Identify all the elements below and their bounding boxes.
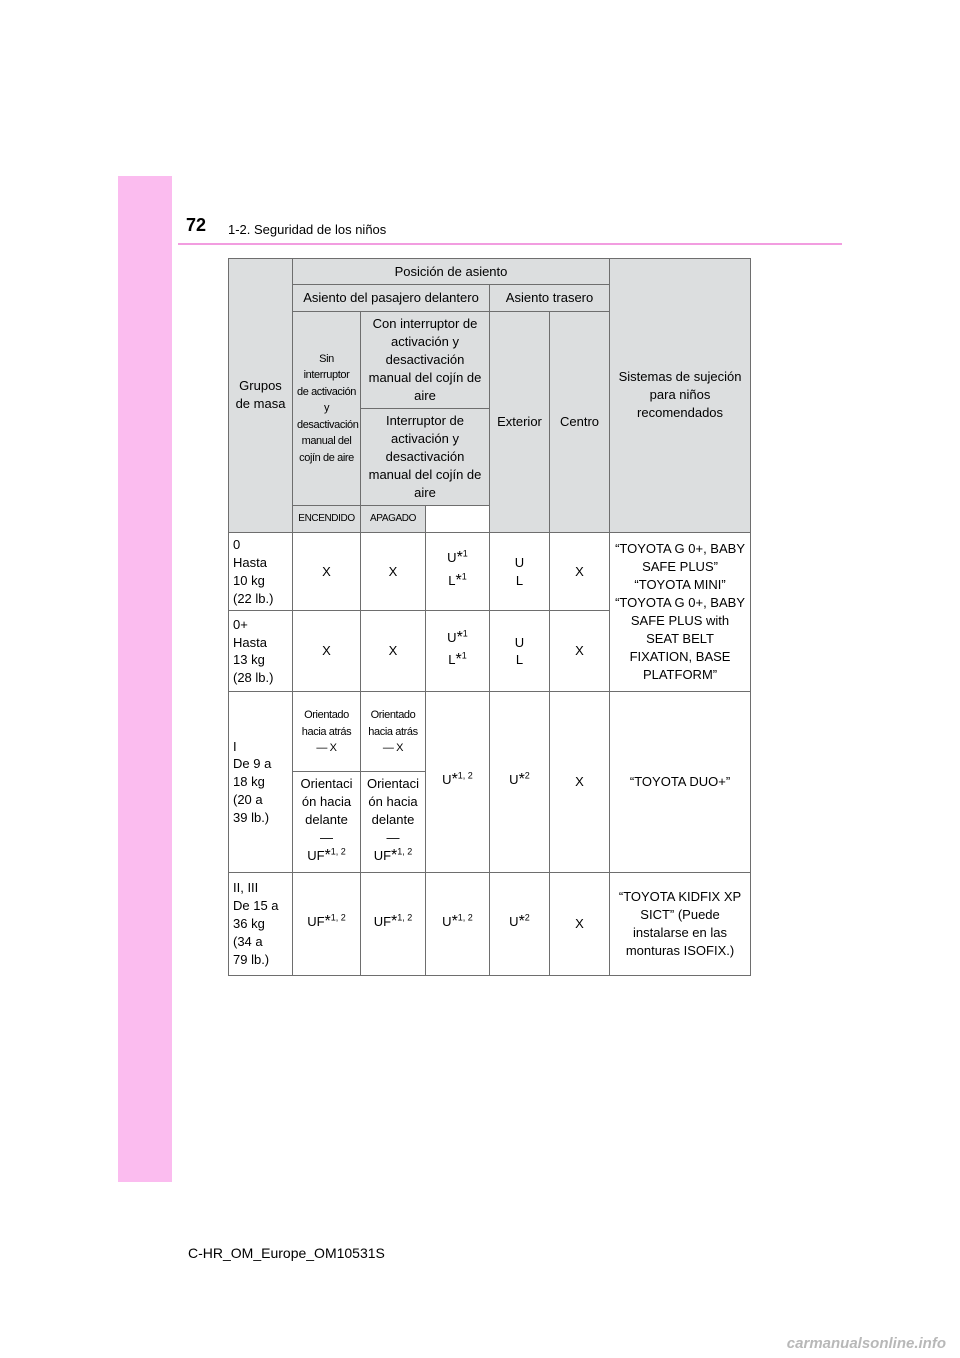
header-divider (178, 243, 842, 245)
g2-apagado: U*$^{1, 2}$ (426, 873, 490, 976)
g2-exterior-val: U (509, 914, 519, 930)
g0plus-exterior: U L (490, 611, 550, 692)
g2-centro: X (550, 873, 610, 976)
section-title: 1-2. Seguridad de los niños (228, 222, 387, 237)
page-number: 72 (186, 215, 207, 235)
header-posicion: Posición de asiento (293, 259, 610, 285)
g1-apagado-sup: 1, 2 (457, 770, 473, 781)
g0-apagado-l-sup: 1 (461, 571, 467, 582)
header-con-interruptor: Con interruptor de activación y desactivación manual del cojín de aire (361, 312, 490, 409)
g1-enc-front-sup: 1, 2 (397, 846, 413, 857)
g1-systems: “TOYOTA DUO+” (610, 692, 751, 873)
g2-apagado-sup: 1, 2 (457, 912, 473, 923)
g0-apagado-u-sup: 1 (462, 549, 468, 560)
g1-enc-front-text: Orientaci ón hacia delante — (366, 776, 420, 846)
g0-exterior: U L (490, 532, 550, 611)
g1-apagado-val: U (442, 772, 452, 788)
g1-sin-front-sup: 1, 2 (330, 846, 346, 857)
g1-apagado: U*$^{1, 2}$ (426, 692, 490, 873)
g2-encendido: UF*$^{1, 2}$ (361, 873, 426, 976)
g0plus-apagado-l: L (448, 652, 456, 668)
g2-sin-sup: 1, 2 (330, 912, 346, 923)
g1-enc-front-val: UF (373, 848, 392, 864)
g0-sin: X (293, 532, 361, 611)
header-encendido: ENCENDIDO (293, 505, 361, 532)
header-interruptor: Interruptor de activación y desactivación manual del cojín de aire (361, 408, 490, 505)
g1-sin-rear: Orientado hacia atrás — X (293, 692, 361, 772)
g0plus-encendido: X (361, 611, 426, 692)
g1-sin-front-text: Orientaci ón hacia delante — (300, 776, 353, 846)
header-centro: Centro (550, 312, 610, 533)
header-sin-interruptor: Sin interruptor de activación y desactivación manual del cojín de aire (293, 312, 361, 506)
header-exterior: Exterior (490, 312, 550, 533)
g2-sin: UF*$^{1, 2}$ (293, 873, 361, 976)
g0plus-apagado-u: U (447, 630, 457, 646)
g0-centro: X (550, 532, 610, 611)
g1-centro: X (550, 692, 610, 873)
g1-sin-front-val: UF (307, 848, 325, 864)
g1-sin-front: Orientaci ón hacia delante — UF*$^{1, 2}$ (293, 772, 361, 873)
g0plus-apagado-l-sup: 1 (461, 651, 467, 662)
g0-systems: “TOYOTA G 0+, BABY SAFE PLUS” “TOYOTA MINI” “TOYOTA G 0+, BABY SAFE PLUS with SEAT BELT FIXATION, BASE PLATFORM” (610, 532, 751, 692)
g0-apagado-l: L (448, 572, 456, 588)
g2-systems: “TOYOTA KIDFIX XP SICT” (Puede instalarse en las monturas ISOFIX.) (610, 873, 751, 976)
g0-apagado: U*$^1$ L*$^1$ (426, 532, 490, 611)
footer-doc-code: C-HR_OM_Europe_OM10531S (188, 1245, 385, 1261)
header-apagado: APAGADO (361, 505, 426, 532)
g2-sin-val: UF (307, 914, 325, 930)
group-1-label: I De 9 a 18 kg (20 a 39 lb.) (229, 692, 293, 873)
g0plus-sin: X (293, 611, 361, 692)
g2-encendido-val: UF (373, 914, 392, 930)
g2-exterior-sup: 2 (524, 912, 530, 923)
g0plus-apagado: U*$^1$ L*$^1$ (426, 611, 490, 692)
g0plus-centro: X (550, 611, 610, 692)
g1-exterior-sup: 2 (524, 770, 530, 781)
g2-apagado-val: U (442, 914, 452, 930)
header-delantero: Asiento del pasajero delantero (293, 285, 490, 312)
g0-encendido: X (361, 532, 426, 611)
g1-enc-front: Orientaci ón hacia delante — UF*$^{1, 2}$ (361, 772, 426, 873)
g0plus-apagado-u-sup: 1 (462, 629, 468, 640)
g0-apagado-u: U (447, 550, 457, 566)
header-trasero: Asiento trasero (490, 285, 610, 312)
header-sistemas: Sistemas de sujeción para niños recomendados (610, 259, 751, 533)
side-tab-band (118, 176, 172, 1182)
header-grupos: Grupos de masa (229, 259, 293, 533)
group-0plus-label: 0+ Hasta 13 kg (28 lb.) (229, 611, 293, 692)
group-2-3-label: II, III De 15 a 36 kg (34 a 79 lb.) (229, 873, 293, 976)
g1-enc-rear: Orientado hacia atrás — X (361, 692, 426, 772)
g1-exterior: U*$^2$ (490, 692, 550, 873)
child-seat-compatibility-table (228, 258, 751, 976)
group-0-label: 0 Hasta 10 kg (22 lb.) (229, 532, 293, 611)
watermark: carmanualsonline.info (786, 1335, 946, 1352)
g2-exterior: U*$^2$ (490, 873, 550, 976)
g2-encendido-sup: 1, 2 (397, 912, 413, 923)
g1-exterior-val: U (509, 772, 519, 788)
